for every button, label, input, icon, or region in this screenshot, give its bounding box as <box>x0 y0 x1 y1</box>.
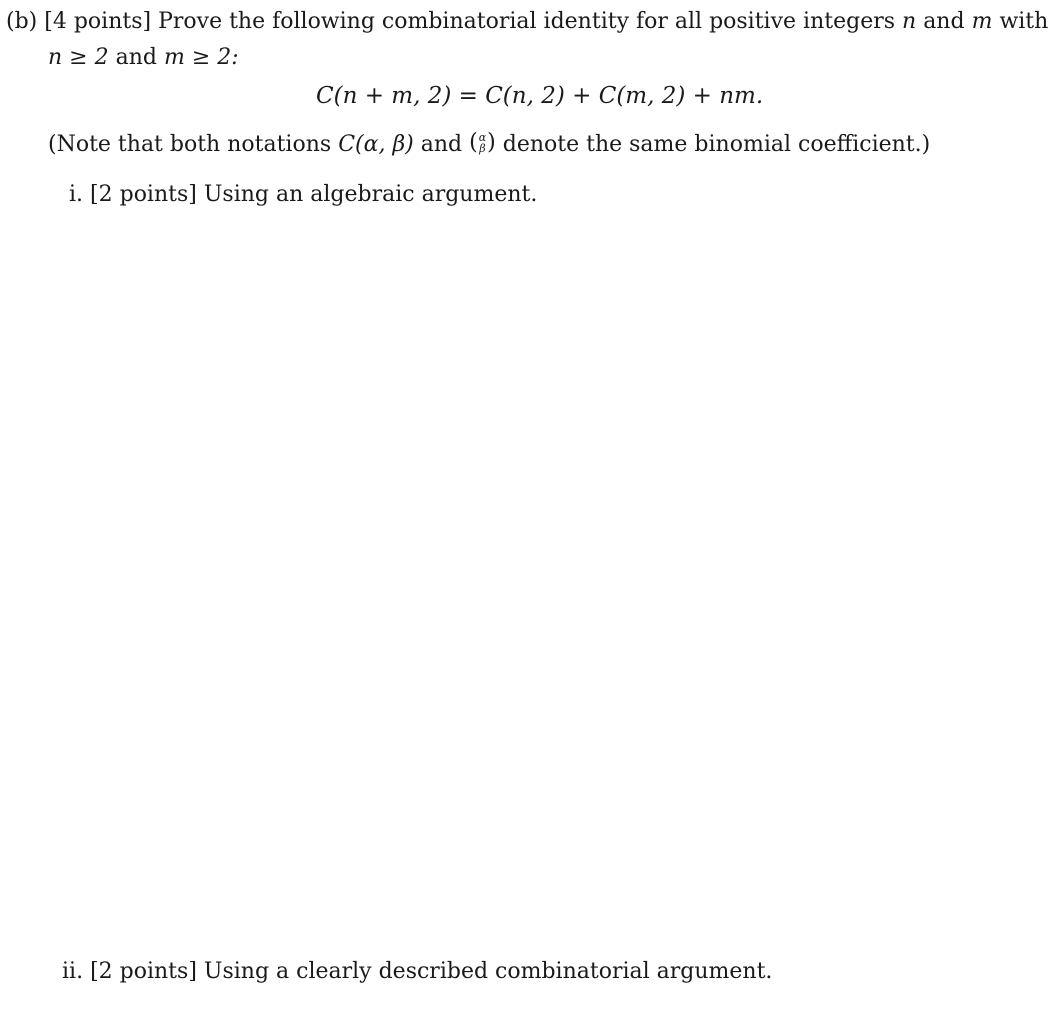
problem-points: [4 points] <box>44 9 152 34</box>
part-ii-label: ii. <box>62 959 84 984</box>
problem-statement: Prove the following combinatorial identity for all positive integers <box>158 9 896 34</box>
condition-and: and <box>115 45 157 70</box>
part-i <box>69 181 537 209</box>
binom-top: α <box>478 131 487 144</box>
binomial-paren-close: ) <box>487 130 496 155</box>
part-i-text: Using an algebraic argument. <box>203 182 538 207</box>
and-word: and <box>923 9 965 34</box>
problem-conditions <box>48 44 239 72</box>
note-notation: C(α, β) <box>338 132 414 157</box>
answer-space[interactable] <box>48 230 988 940</box>
condition-n: n ≥ 2 <box>48 45 109 70</box>
var-m: m <box>971 9 993 34</box>
part-ii-points: [2 points] <box>90 959 197 984</box>
note <box>48 131 930 159</box>
problem-label: (b) <box>6 9 38 34</box>
note-and: and <box>420 132 463 157</box>
part-i-points: [2 points] <box>90 182 197 207</box>
problem-header <box>6 8 1048 36</box>
var-n: n <box>902 9 917 34</box>
binom-bottom: β <box>479 142 486 155</box>
identity-equation: C(n + m, 2) = C(n, 2) + C(m, 2) + nm. <box>316 83 764 109</box>
with-word: with <box>999 9 1048 34</box>
part-ii <box>62 958 772 986</box>
part-i-label: i. <box>69 182 84 207</box>
binomial-paren-open: ( <box>469 130 478 155</box>
part-ii-text: Using a clearly described combinatorial argument. <box>203 959 773 984</box>
condition-m: m ≥ 2: <box>163 45 239 70</box>
binomial-coefficient <box>479 132 486 154</box>
note-suffix: denote the same binomial coefficient.) <box>502 132 931 157</box>
note-prefix: (Note that both notations <box>48 132 332 157</box>
